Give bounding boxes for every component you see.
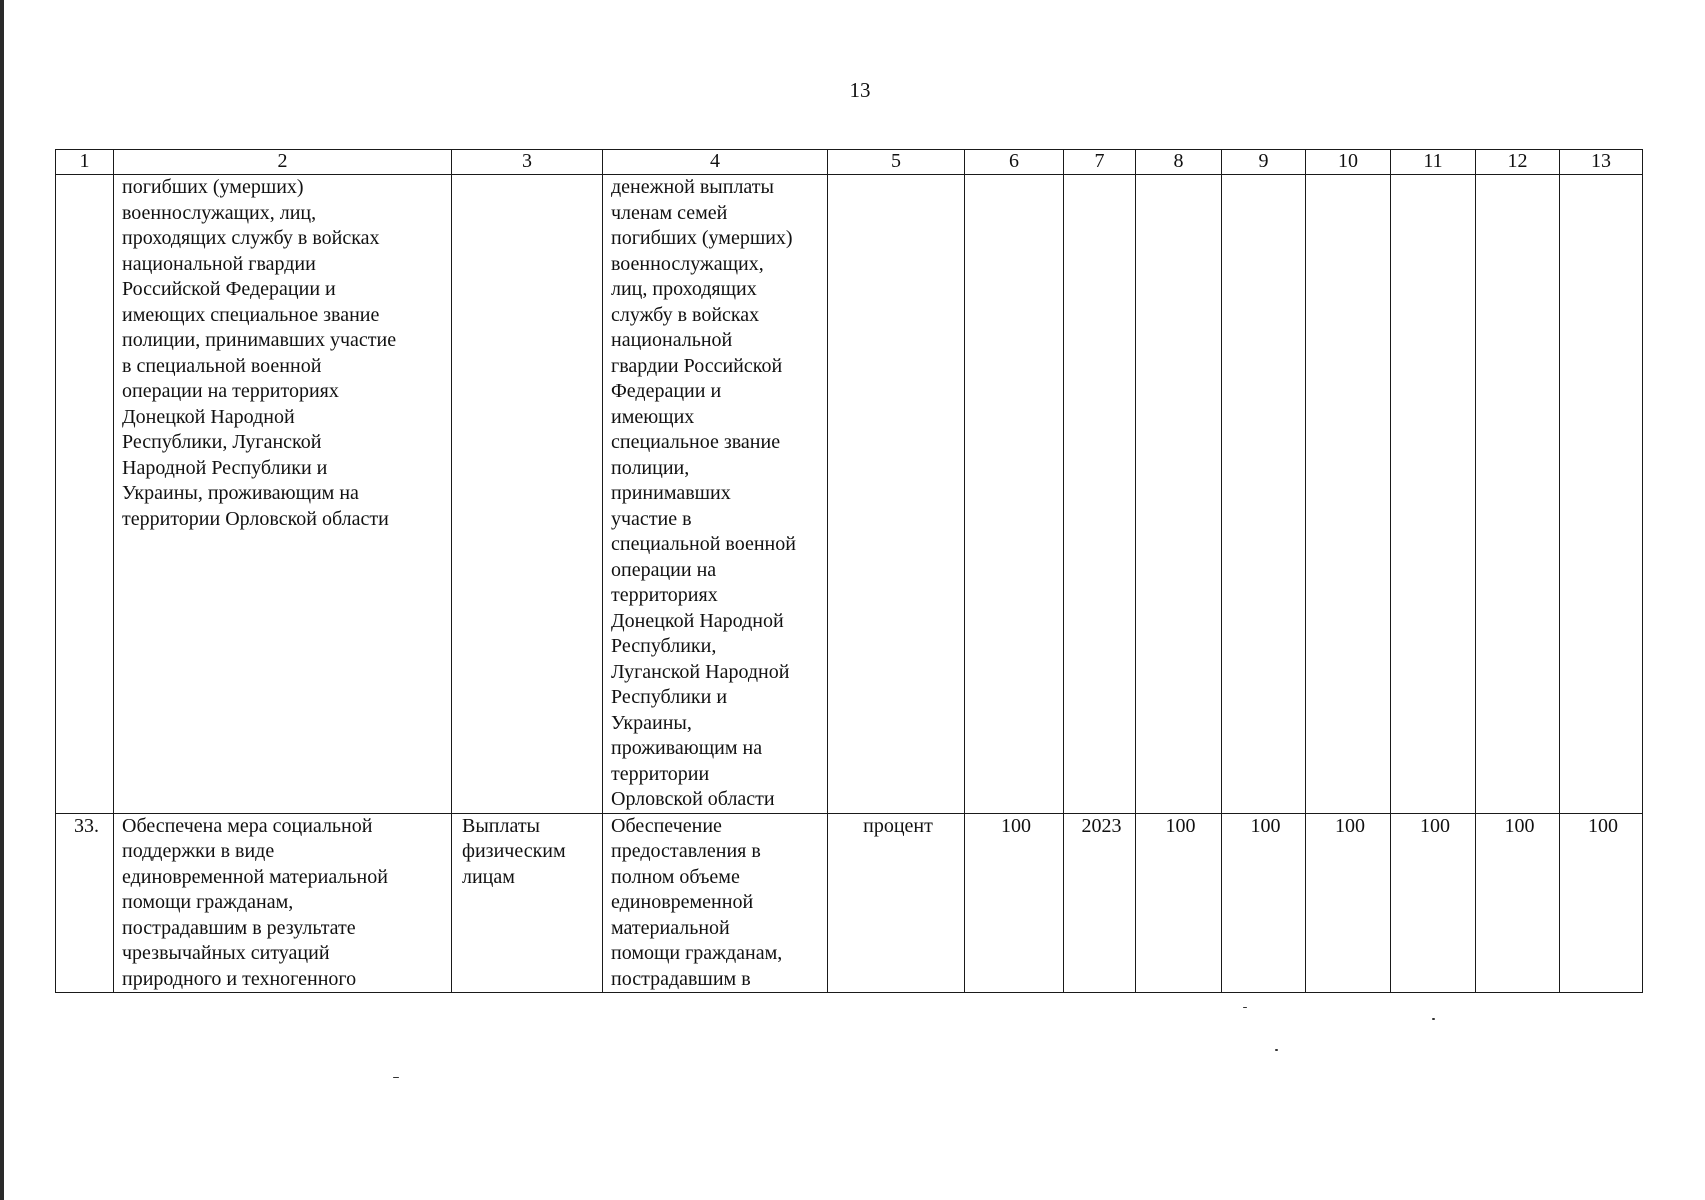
scan-speck (1275, 1049, 1278, 1051)
page-number: 13 (849, 78, 871, 102)
cell-value-10: 100 (1306, 813, 1391, 993)
page-left-edge (0, 0, 4, 1200)
header-cell-10: 10 (1306, 150, 1391, 175)
header-cell-8: 8 (1136, 150, 1222, 175)
scan-speck (393, 1077, 399, 1078)
cell-base-value: 100 (965, 813, 1064, 993)
cell-description: денежной выплаты членам семей погибших (умерших) военнослужащих, лиц, проходящих службу в войсках национальной гвардии Российской Федерации и имеющих специальное звание полиции, принимавших участие в специальной военной операции на территориях Донецкой Народной Республики, Луганской Народной Республики и Украины, проживающим на территории Орловской области (603, 175, 828, 814)
cell-description: Обеспечение предоставления в полном объеме единовременной материальной помощи гражданам, пострадавшим в (603, 813, 828, 993)
header-cell-9: 9 (1222, 150, 1306, 175)
header-cell-7: 7 (1064, 150, 1136, 175)
table-row (56, 175, 1643, 814)
cell-base-year: 2023 (1064, 813, 1136, 993)
cell-value-13: 100 (1560, 813, 1643, 993)
scan-speck (1243, 1007, 1247, 1008)
header-cell-4: 4 (603, 150, 828, 175)
cell-result-name: погибших (умерших) военнослужащих, лиц, проходящих службу в войсках национальной гвардии Российской Федерации и имеющих специальное звание полиции, принимавших участие в специальной военной операции на территориях Донецкой Народной Республики, Луганской Народной Республики и Украины, проживающим на территории Орловской области (114, 175, 452, 814)
cell-result-name: Обеспечена мера социальной поддержки в виде единовременной материальной помощи гражданам, пострадавшим в результате чрезвычайных ситуаций природного и техногенного (114, 813, 452, 993)
cell-number: 33. (56, 813, 114, 993)
data-table (55, 149, 1643, 993)
header-cell-2: 2 (114, 150, 452, 175)
cell-value-12 (1476, 175, 1560, 814)
cell-unit: процент (828, 813, 965, 993)
scan-speck (1432, 1018, 1435, 1020)
table-row (56, 813, 1643, 993)
header-row (56, 150, 1643, 175)
header-cell-5: 5 (828, 150, 965, 175)
cell-value-8: 100 (1136, 813, 1222, 993)
cell-value-9 (1222, 175, 1306, 814)
cell-value-11 (1391, 175, 1476, 814)
cell-value-13 (1560, 175, 1643, 814)
cell-value-11: 100 (1391, 813, 1476, 993)
cell-value-10 (1306, 175, 1391, 814)
header-cell-3: 3 (452, 150, 603, 175)
cell-value-12: 100 (1476, 813, 1560, 993)
header-cell-11: 11 (1391, 150, 1476, 175)
cell-type: Выплаты физическим лицам (452, 813, 603, 993)
header-cell-6: 6 (965, 150, 1064, 175)
header-cell-12: 12 (1476, 150, 1560, 175)
cell-number (56, 175, 114, 814)
cell-value-9: 100 (1222, 813, 1306, 993)
cell-value-8 (1136, 175, 1222, 814)
cell-base-year (1064, 175, 1136, 814)
cell-type (452, 175, 603, 814)
cell-base-value (965, 175, 1064, 814)
header-cell-1: 1 (56, 150, 114, 175)
header-cell-13: 13 (1560, 150, 1643, 175)
cell-unit (828, 175, 965, 814)
